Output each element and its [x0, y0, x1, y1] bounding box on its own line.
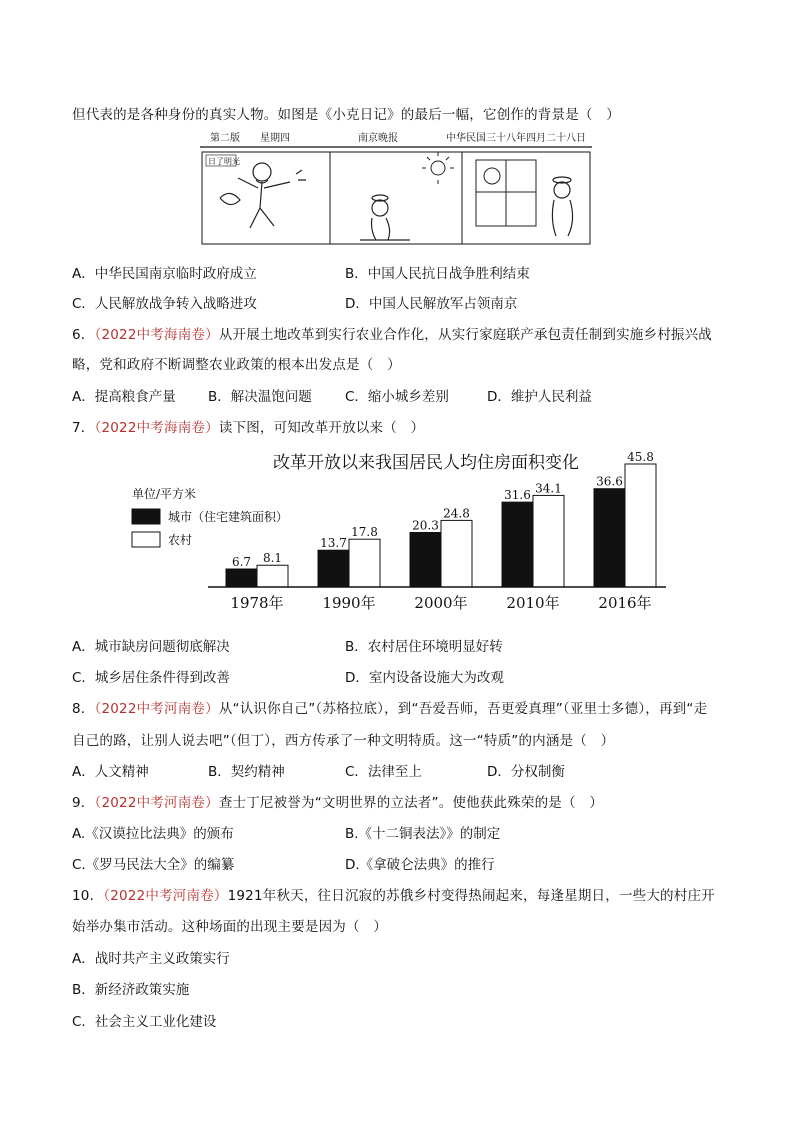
- question-10-text-2: 始举办集市活动。这种场面的出现主要是因为（ ）: [72, 919, 388, 935]
- q10-option-a[interactable]: A．战时共产主义政策实行: [72, 951, 230, 967]
- q5-option-d[interactable]: D．中国人民解放军占领南京: [345, 296, 518, 312]
- bar-rural-4: [625, 464, 656, 587]
- q10-option-c[interactable]: C．社会主义工业化建设: [72, 1014, 217, 1030]
- bar-urban-2: [410, 532, 441, 587]
- q7-option-a[interactable]: A．城市缺房问题彻底解决: [72, 639, 230, 655]
- question-8-stem: [72, 697, 707, 717]
- comic-header-left: 第二版 星期四: [210, 133, 290, 144]
- question-9-number: 9．: [72, 795, 95, 811]
- comic-header-mid: 南京晚报: [358, 133, 398, 144]
- legend-swatch-rural: [132, 532, 160, 547]
- bar-rural-3: [533, 495, 564, 587]
- question-5-stem: 但代表的是各种身份的真实人物。如图是《小克日记》的最后一幅，它创作的背景是（ ）: [72, 107, 620, 123]
- question-9-stem: [72, 791, 603, 811]
- bar-value-label: 34.1: [535, 481, 562, 496]
- bar-value-label: 17.8: [351, 525, 378, 540]
- question-9-text: 查士丁尼被誉为“文明世界的立法者”。使他获此殊荣的是（ ）: [218, 795, 604, 811]
- q10-option-b[interactable]: B．新经济政策实施: [72, 982, 190, 998]
- comic-strip: [200, 128, 592, 246]
- q9-option-a[interactable]: A.《汉谟拉比法典》的颁布: [72, 826, 234, 842]
- question-7-text: 读下图，可知改革开放以来（ ）: [218, 420, 425, 436]
- bar-value-label: 20.3: [412, 518, 439, 533]
- q5-option-c[interactable]: C．人民解放战争转入战略进攻: [72, 296, 257, 312]
- q6-option-c[interactable]: C．缩小城乡差别: [345, 389, 449, 405]
- q8-option-d[interactable]: D．分权制衡: [487, 764, 565, 780]
- question-8-text: 从“认识你自己”（苏格拉底），到“吾爱吾师，吾更爱真理”（亚里士多德），再到“走: [218, 701, 708, 717]
- comic-caption: 日了明光: [208, 157, 240, 166]
- sun-icon: [422, 152, 454, 184]
- bar-urban-1: [318, 550, 349, 587]
- q8-option-c[interactable]: C．法律至上: [345, 764, 422, 780]
- bar-urban-0: [226, 569, 257, 587]
- q5-option-b[interactable]: B．中国人民抗日战争胜利结束: [345, 266, 530, 282]
- x-tick-label: 1990年: [322, 594, 376, 612]
- q7-option-b[interactable]: B．农村居住环境明显好转: [345, 639, 503, 655]
- q6-option-d[interactable]: D．维护人民利益: [487, 389, 592, 405]
- question-8-source: （2022中考河南卷）: [94, 701, 219, 717]
- standing-figure-icon: [552, 177, 572, 236]
- bar-value-label: 36.6: [596, 474, 623, 489]
- question-10-source: （2022中考河南卷）: [103, 888, 228, 904]
- question-6-text-2: 略，党和政府不断调整农业政策的根本出发点是（ ）: [72, 357, 401, 373]
- q8-option-b[interactable]: B．契约精神: [208, 764, 285, 780]
- q5-option-a[interactable]: A．中华民国南京临时政府成立: [72, 266, 257, 282]
- question-9-source: （2022中考河南卷）: [94, 795, 219, 811]
- chart-unit: 单位/平方米: [132, 487, 197, 501]
- walking-figure-icon: [360, 195, 410, 240]
- question-8-text-2: 自己的路，让别人说去吧”（但丁），西方传承了一种文明特质。这一“特质”的内涵是（ ）: [72, 733, 615, 749]
- chart-title: 改革开放以来我国居民人均住房面积变化: [273, 453, 579, 473]
- question-6-source: （2022中考海南卷）: [94, 327, 219, 343]
- housing-area-bar-chart: [128, 448, 673, 618]
- bar-value-label: 24.8: [443, 506, 470, 521]
- question-6-text: 从开展土地改革到实行农业合作化，从实行家庭联产承包责任制到实施乡村振兴战: [218, 327, 713, 343]
- window-icon: [476, 160, 536, 226]
- x-tick-label: 2000年: [414, 594, 468, 612]
- bar-rural-2: [441, 520, 472, 587]
- question-8-number: 8．: [72, 701, 95, 717]
- dancing-figure-icon: [220, 163, 306, 228]
- comic-header-right: 中华民国三十八年四月二十八日: [446, 133, 586, 144]
- bar-urban-4: [594, 489, 625, 587]
- bar-value-label: 31.6: [504, 488, 531, 503]
- bar-value-label: 13.7: [320, 536, 347, 551]
- q9-option-d[interactable]: D.《拿破仑法典》的推行: [345, 857, 495, 873]
- q6-option-a[interactable]: A．提高粮食产量: [72, 389, 176, 405]
- q7-option-d[interactable]: D．室内设备设施大为改观: [345, 670, 504, 686]
- question-10-number: 10．: [72, 888, 104, 904]
- q9-option-b[interactable]: B.《十二铜表法》》的制定: [345, 826, 501, 842]
- q8-option-a[interactable]: A．人文精神: [72, 764, 149, 780]
- bar-rural-0: [257, 565, 288, 587]
- question-7-source: （2022中考海南卷）: [94, 420, 219, 436]
- legend-label-urban: 城市（住宅建筑面积）: [168, 510, 289, 524]
- question-7-number: 7．: [72, 420, 95, 436]
- legend-label-rural: 农村: [168, 533, 193, 547]
- q7-option-c[interactable]: C．城乡居住条件得到改善: [72, 670, 230, 686]
- bar-value-label: 45.8: [627, 450, 654, 464]
- question-10-text: 1921年秋天，往日沉寂的苏俄乡村变得热闹起来，每逢星期日，一些大的村庄开: [227, 888, 715, 904]
- question-6-number: 6．: [72, 327, 95, 343]
- legend-swatch-urban: [132, 509, 160, 524]
- q9-option-c[interactable]: C.《罗马民法大全》的编纂: [72, 857, 235, 873]
- q6-option-b[interactable]: B．解决温饱问题: [208, 389, 312, 405]
- bar-rural-1: [349, 539, 380, 587]
- question-10-stem: [72, 884, 715, 904]
- question-7-stem: [72, 416, 424, 436]
- bar-urban-3: [502, 502, 533, 587]
- question-6-stem: [72, 323, 712, 343]
- x-tick-label: 1978年: [230, 594, 284, 612]
- bar-value-label: 8.1: [262, 551, 283, 566]
- bar-value-label: 6.7: [231, 555, 252, 570]
- x-tick-label: 2016年: [598, 594, 652, 612]
- x-tick-label: 2010年: [506, 594, 560, 612]
